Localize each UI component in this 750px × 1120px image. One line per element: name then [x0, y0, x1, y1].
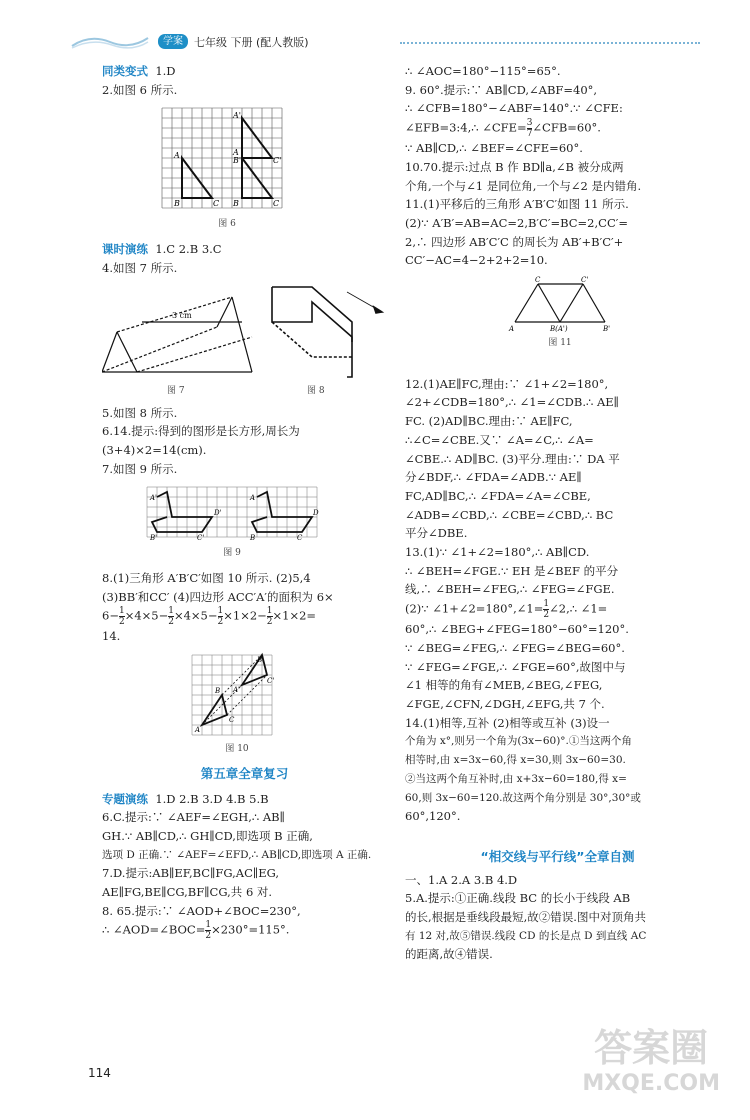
header-title: 七年级 下册 (配人教版) — [194, 36, 309, 49]
fraction: $\frac{1}{2}$ — [543, 599, 550, 621]
point-label: C' — [273, 156, 282, 166]
answer-line: 10.70.提示:过点 B 作 BD∥a,∠B 被分成两 — [405, 159, 624, 174]
figure-10 — [187, 650, 287, 759]
answer-line: ∴ ∠AOD=∠BOC= $\frac{1}{2}$ ×230°=115°. — [102, 920, 290, 942]
answer-line: 14.(1)相等,互补 (2)相等或互补 (3)设一 — [405, 715, 610, 730]
figure-caption: 图 7 — [167, 385, 185, 396]
left-column — [102, 62, 387, 941]
point-label: C' — [197, 534, 205, 543]
page-header — [70, 32, 710, 52]
point-label: A — [509, 325, 515, 334]
answer-line: ∴∠C=∠CBE.又∵ ∠A=∠C,∴ ∠A= — [405, 432, 594, 447]
answer-line: ∠EFB=3:4,∴ ∠CFE= $\frac{3}{7}$ ∠CFB=60°. — [405, 118, 601, 140]
answer-line: 7.D.提示:AB∥EF,BC∥FG,AC∥EG, — [102, 866, 280, 881]
answer-line: 6.14.提示:得到的图形是长方形,周长为 — [102, 424, 300, 439]
answer-line: ∠FGE,∠CFN,∠DGH,∠EFG,共 7 个. — [405, 696, 605, 711]
self-test-title: “相交线与平行线”全章自测 — [480, 848, 635, 864]
answer-line: ∠CBE.∴ AD∥BC. (3)平分.理由:∵ DA 平 — [405, 451, 620, 466]
measure-label: 3 cm — [172, 310, 192, 320]
point-label: A — [250, 494, 256, 503]
watermark: 答案圈 MXQE.COM — [582, 1026, 720, 1096]
answer-line: AE∥FG,BE∥CG,BF∥CG,共 6 对. — [102, 885, 273, 900]
answer-line: (2)∵ ∠1+∠2=180°,∠1= $\frac{1}{2}$ ∠2,∴ ∠1= — [405, 599, 608, 621]
answer-line: 个角为 x°,则另一个角为(3x−60)°.①当这两个角 — [405, 735, 632, 748]
answer-line: CC′−AC=4−2+2+2=10. — [405, 253, 548, 268]
answer-line: 同类变式 1.D — [102, 64, 176, 78]
figure-6 — [157, 103, 297, 234]
point-label: B — [250, 534, 256, 543]
answer-line: 个角,一个与∠1 是同位角,一个与∠2 是内错角. — [405, 178, 642, 193]
answer-line: 平分∠DBE. — [405, 526, 468, 541]
answer-line: FC. (2)AD∥BC.理由:∵ AE∥FC, — [405, 414, 573, 429]
figure-7-prism — [102, 297, 252, 372]
answer-line: 专题演练 1.D 2.B 3.D 4.B 5.B — [102, 791, 269, 806]
answer-line: 14. — [102, 629, 121, 644]
answer-line: 的长,根据是垂线段最短,故②错误.图中对顶角共 — [405, 910, 646, 925]
answer-line: ∴ ∠CFB=180°−∠ABF=140°.∵ ∠CFE: — [405, 101, 623, 116]
answer-line: 分∠BDF,∴ ∠FDA=∠ADB.∵ AE∥ — [405, 470, 582, 485]
figure-7-8-drawing — [102, 282, 387, 382]
grid-figure-10 — [187, 650, 277, 740]
answer-line: 2,∴ 四边形 AB′C′C 的周长为 AB′+B′C′+ — [405, 234, 624, 249]
point-label: B — [174, 199, 180, 209]
answer-line: 9. 60°.提示:∵ AB∥CD,∠ABF=40°, — [405, 82, 598, 97]
fraction: $\frac{1}{2}$ — [118, 606, 125, 628]
point-label: C — [273, 199, 280, 209]
figure-9 — [142, 482, 322, 563]
point-label: C — [229, 716, 235, 725]
answer-line: 13.(1)∵ ∠1+∠2=180°,∴ AB∥CD. — [405, 545, 590, 560]
answer-line: ∵ ∠FEG=∠FGE,∴ ∠FGE=60°,故图中与 — [405, 659, 626, 674]
answer-line: ∠2+∠CDB=180°,∴ ∠1=∠CDB.∴ AE∥ — [405, 395, 619, 410]
point-label: B — [233, 199, 239, 209]
point-label: A' — [233, 686, 240, 695]
right-column — [405, 62, 710, 964]
answer-line: (3)BB′和CC′ (4)四边形 ACC′A′的面积为 6× — [102, 589, 334, 604]
answer-line: 60°,∴ ∠BEG+∠FEG=180°−60°=120°. — [405, 622, 629, 637]
grid-figure-6 — [157, 103, 297, 215]
answer-line: 7.如图 9 所示. — [102, 461, 178, 476]
answer-line: 选项 D 正确.∵ ∠AEF=∠EFD,∴ AB∥CD,即选项 A 正确. — [102, 848, 372, 861]
point-label: B — [215, 687, 221, 696]
answer-line: ∵ ∠BEG=∠FEG,∴ ∠FEG=∠BEG=60°. — [405, 640, 625, 655]
answer-line: 一、1.A 2.A 3.B 4.D — [405, 872, 518, 887]
point-label: B' — [257, 656, 265, 665]
figure-caption: 图 9 — [223, 548, 241, 559]
chapter-title: 第五章全章复习 — [200, 765, 289, 781]
answer-line: 5.A.提示:①正确.线段 BC 的长小于线段 AB — [405, 891, 631, 906]
point-label: A — [174, 151, 180, 161]
answer-line: 5.如图 8 所示. — [102, 405, 178, 420]
answer-line: 2.如图 6 所示. — [102, 82, 178, 97]
point-label: C' — [581, 276, 589, 285]
answer-line: ∴ ∠AOC=180°−115°=65°. — [405, 64, 561, 78]
answer-line: 有 12 对,故⑤错误.线段 CD 的长是点 D 到直线 AC — [405, 929, 647, 942]
figure-caption: 图 11 — [548, 338, 572, 349]
point-label: D — [313, 509, 319, 518]
point-label: B' — [603, 325, 611, 334]
answer-line: ∠1 相等的角有∠MEB,∠BEG,∠FEG, — [405, 678, 603, 693]
triangle-figure-11 — [505, 274, 615, 334]
figure-8-zigzag — [272, 287, 382, 377]
answer-line: 线,∴ ∠BEH=∠FEG,∴ ∠FEG=∠FGE. — [405, 582, 615, 597]
answer-line: ∵ AB∥CD,∴ ∠BEF=∠CFE=60°. — [405, 141, 583, 156]
answer-line: (3+4)×2=14(cm). — [102, 442, 207, 457]
answer-line: (2)∵ A′B′=AB=AC=2,B′C′=BC=2,CC′= — [405, 215, 629, 230]
fraction: $\frac{1}{2}$ — [266, 606, 273, 628]
answer-line: 60°,120°. — [405, 809, 461, 824]
page-number: 114 — [88, 1066, 111, 1080]
point-label: B' — [233, 156, 242, 166]
point-label: A — [195, 726, 201, 735]
answer-line: 相等时,由 x=3x−60,得 x=30,则 3x−60=30. — [405, 754, 626, 767]
point-label: A — [233, 148, 239, 158]
header-divider — [400, 42, 700, 44]
answer-line: ∴ ∠BEH=∠FGE.∵ EH 是∠BEF 的平分 — [405, 563, 619, 578]
point-label: A' — [150, 494, 157, 503]
figure-caption: 图 6 — [218, 219, 236, 230]
book-logo-icon — [70, 32, 150, 50]
figure-caption: 图 10 — [225, 744, 249, 755]
answer-line: GH.∵ AB∥CD,∴ GH∥CD,即选项 B 正确, — [102, 828, 313, 843]
answer-line: 11.(1)平移后的三角形 A′B′C′如图 11 所示. — [405, 197, 629, 212]
answer-line: FC,AD∥BC,∴ ∠FDA=∠A=∠CBE, — [405, 488, 591, 503]
figures-7-8 — [102, 282, 387, 400]
answer-line: 4.如图 7 所示. — [102, 260, 178, 275]
point-label: B(A') — [550, 325, 568, 334]
fraction: $\frac{1}{2}$ — [217, 606, 224, 628]
point-label: C — [297, 534, 303, 543]
answer-line: ∠ADB=∠CBD,∴ ∠CBE=∠CBD,∴ BC — [405, 507, 614, 522]
answer-line: 8. 65.提示:∵ ∠AOD+∠BOC=230°, — [102, 903, 301, 918]
grid-figure-9 — [142, 482, 322, 544]
fraction: $\frac{1}{2}$ — [168, 606, 174, 628]
answer-line: 6− $\frac{1}{2}$ ×4×5− $\frac{1}{2}$ ×4×5− $\frac{1}{2}$ ×1×2− $\frac{1}{2}$ ×1×2= — [102, 606, 317, 628]
answer-line: 8.(1)三角形 A′B′C′如图 10 所示. (2)5,4 — [102, 571, 311, 586]
answer-line: ②当这两个角互补时,由 x+3x−60=180,得 x= — [405, 772, 627, 785]
fraction: $\frac{3}{7}$ — [526, 118, 533, 140]
header-badge: 学案 — [158, 34, 188, 49]
figure-caption: 图 8 — [307, 385, 325, 396]
point-label: C' — [267, 677, 275, 686]
point-label: D' — [214, 509, 222, 518]
answer-line: 的距离,故④错误. — [405, 947, 493, 962]
point-label: C — [535, 276, 541, 285]
point-label: B' — [150, 534, 158, 543]
point-label: A' — [233, 111, 241, 121]
answer-line: 12.(1)AE∥FC,理由:∵ ∠1+∠2=180°, — [405, 376, 609, 391]
fraction: $\frac{1}{2}$ — [205, 920, 212, 942]
answer-line: 60,则 3x−60=120.故这两个角分别是 30°,30°或 — [405, 791, 641, 804]
answer-line: 课时演练 1.C 2.B 3.C — [102, 242, 222, 257]
figure-11 — [505, 274, 615, 353]
point-label: C — [213, 199, 220, 209]
answer-line: 6.C.提示:∵ ∠AEF=∠EGH,∴ AB∥ — [102, 810, 285, 825]
